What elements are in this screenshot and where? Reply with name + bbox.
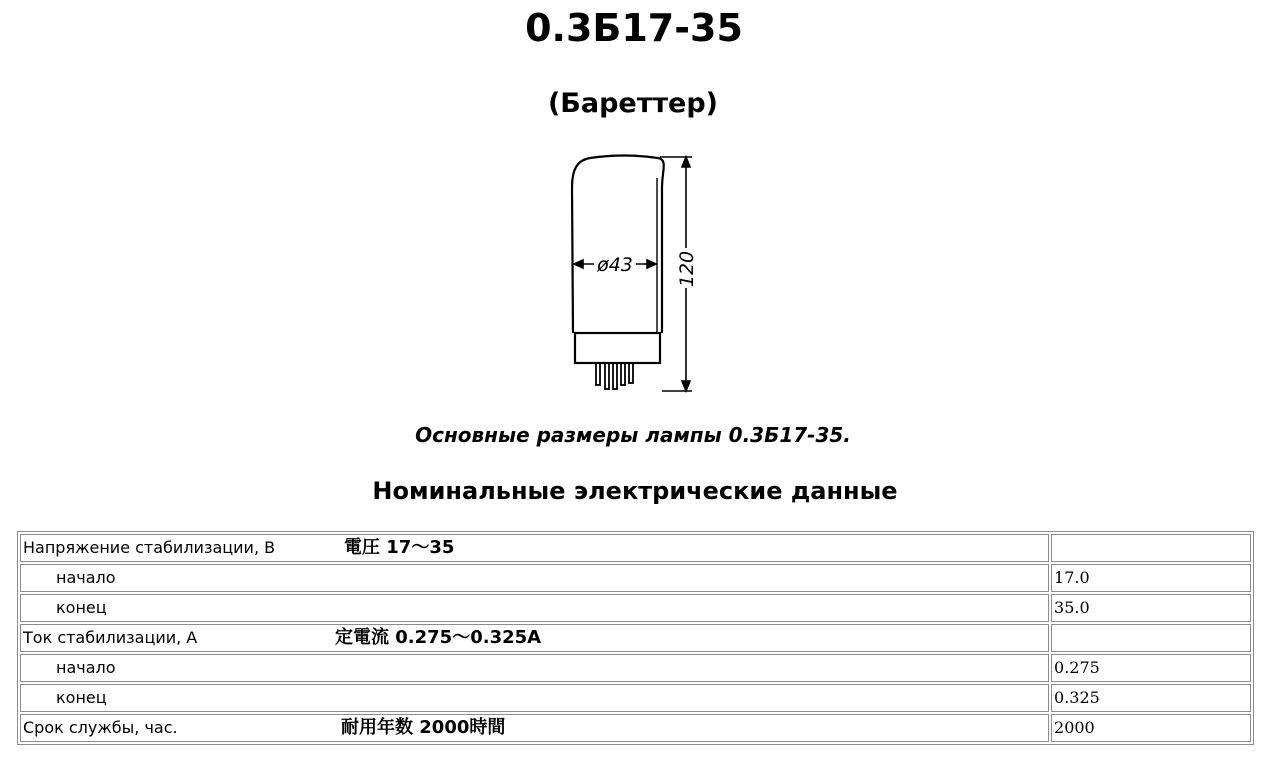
row-label: начало: [56, 658, 116, 677]
diameter-label: ø43: [597, 254, 633, 276]
row-label: конец: [56, 688, 107, 707]
height-label: 120: [676, 250, 698, 288]
row-label: Напряжение стабилизации, В: [23, 538, 276, 557]
row-value: 0.325: [1051, 684, 1251, 712]
tube-dimension-drawing: [550, 148, 710, 398]
row-value: [1051, 624, 1251, 652]
table-row: [20, 534, 1251, 562]
row-label: Ток стабилизации, А: [23, 628, 198, 647]
table-row: [20, 564, 1251, 592]
table-row: [20, 594, 1251, 622]
page-subtitle: (Бареттер): [547, 88, 719, 119]
tube-base: [575, 333, 660, 363]
page-title: 0.3Б17-35: [525, 6, 743, 50]
row-value: 2000: [1051, 714, 1251, 742]
row-value: 35.0: [1051, 594, 1251, 622]
row-label-cell: [20, 624, 1049, 652]
row-note: 定電流 0.275～0.325A: [335, 627, 542, 648]
row-label-cell: [20, 714, 1049, 742]
table-row: [20, 624, 1251, 652]
row-label: начало: [56, 568, 116, 587]
row-value: [1051, 534, 1251, 562]
drawing-caption: Основные размеры лампы 0.3Б17-35.: [415, 423, 851, 447]
section-heading: Номинальные электрические данные: [372, 477, 898, 505]
row-note: 耐用年数 2000時間: [341, 717, 506, 738]
row-value: 17.0: [1051, 564, 1251, 592]
row-label-cell: [20, 594, 1049, 622]
table-row: [20, 654, 1251, 682]
row-label-cell: [20, 684, 1049, 712]
row-label-cell: [20, 654, 1049, 682]
electrical-data-table: [17, 531, 1254, 745]
row-label: конец: [56, 598, 107, 617]
tube-pins: [596, 363, 633, 389]
table-row: [20, 684, 1251, 712]
row-label-cell: [20, 534, 1049, 562]
row-value: 0.275: [1051, 654, 1251, 682]
table-row: [20, 714, 1251, 742]
row-label-cell: [20, 564, 1049, 592]
tube-bulb-outline: [572, 156, 664, 334]
row-note: 電圧 17～35: [344, 537, 455, 558]
row-label: Срок службы, час.: [23, 718, 178, 737]
